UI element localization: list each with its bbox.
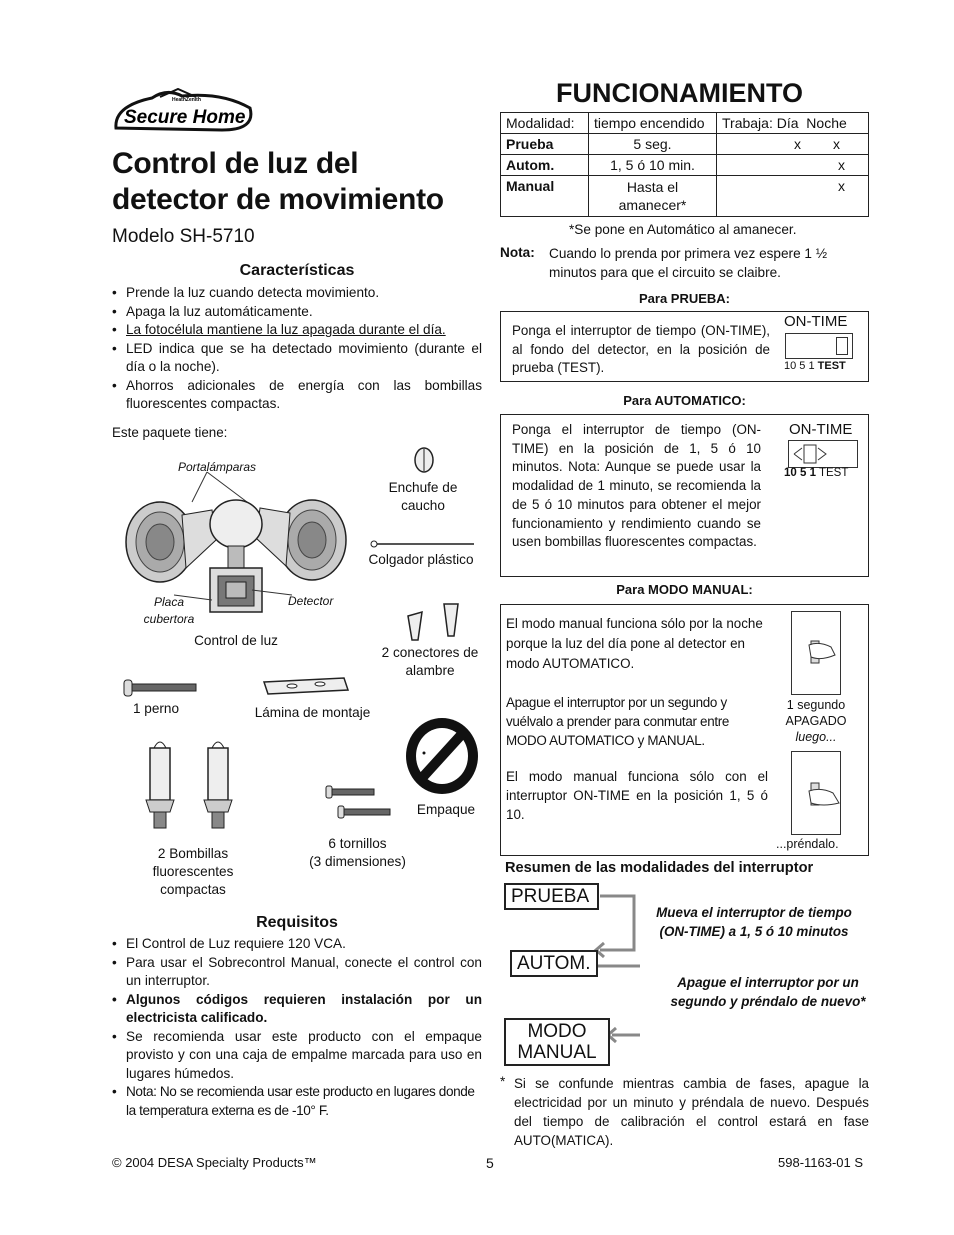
model-number: Modelo SH-5710 (112, 226, 255, 247)
cover-plate-label: Placa cubertora (143, 595, 195, 626)
on-time-label: ON-TIME (784, 313, 848, 330)
wall-switch-off-icon (791, 611, 841, 695)
feature-item: • La fotocélula mantiene la luz apagada durante el día. (112, 321, 482, 340)
footer-doc-code: 598-1163-01 S (778, 1155, 864, 1170)
modes-table (500, 112, 869, 217)
table-row: Manual Hasta el amanecer* x (501, 176, 869, 217)
detector-label: Detector (288, 594, 334, 608)
off-caption: 1 segundo APAGADO luego... (785, 698, 847, 744)
auto-mode-text: Ponga el interruptor de tiempo (ON-TIME) en la posición de 1, 5 ó 10 minutos. Nota: Aunque se puede usar la modalidad de 1 minuto, se recomienda la de 5 ó 10 minutos para obtener el mejor funcionamiento y rendimiento cuando se usen bombillas fluorescentes compactas. (512, 422, 761, 550)
switch-scale: 10 5 1 TEST (784, 467, 849, 479)
switch-scale: 10 5 1 TEST (784, 360, 846, 372)
asterisk-mark: * (500, 1074, 506, 1089)
fluorescent-bulb-icon (146, 742, 174, 828)
footer-page-number: 5 (486, 1155, 494, 1171)
feature-item: • Ahorros adicionales de energía con las bombillas fluorescentes compactas. (112, 377, 482, 414)
feature-item: • LED indica que se ha detectado movimiento (durante el día o la noche). (112, 340, 482, 377)
requirements-heading: Requisitos (256, 914, 338, 931)
rubber-plug-label: Enchufe de caucho (388, 480, 458, 513)
gasket-label: Empaque (416, 802, 476, 817)
footer-copyright: © 2004 DESA Specialty Products™ (112, 1155, 317, 1170)
right-lamp-icon (256, 500, 346, 580)
auto-mode-heading: Para AUTOMATICO: (623, 393, 746, 408)
note-label: Nota: (500, 245, 535, 260)
table-header-row: Modalidad: tiempo encendido Trabaja: Día Noche (501, 113, 869, 134)
manual-mode-panel (500, 604, 869, 856)
mounting-strap-label: Lámina de montaje (254, 705, 371, 720)
on-caption: ...préndalo. (776, 837, 839, 851)
manual-mode-box: MODO MANUAL (504, 1018, 610, 1066)
light-control-label: Control de luz (194, 633, 278, 648)
table-footnote: *Se pone en Automático al amanecer. (569, 222, 797, 237)
prueba-mode-box: PRUEBA (504, 883, 599, 910)
manual-mode-text-3: El modo manual funciona sólo con el interruptor ON-TIME en la posición 1, 5 ó 10. (506, 769, 768, 822)
manual-mode-text-2: Apague el interruptor por un segundo y vuélvalo a prender para conmutar entre MODO AUTOMATICO y MANUAL. (506, 695, 730, 748)
requirement-item: • El Control de Luz requiere 120 VCA. (112, 935, 482, 954)
package-intro: Este paquete tiene: (112, 425, 228, 440)
requirement-item: • Algunos códigos requieren instalación por un electricista calificado. (112, 991, 482, 1028)
note-text: Cuando lo prenda por primera vez espere 1 ½ minutos para que el circuito se claibre. (549, 246, 828, 280)
table-row: Prueba 5 seg. x x (501, 134, 869, 155)
plastic-hanger-label: Colgador plástico (368, 552, 474, 567)
requirement-item: • Se recomienda usar este producto con el empaque provisto y con una caja de empalme marcada para uso en lugares húmedos. (112, 1028, 482, 1084)
secure-home-logo (112, 88, 256, 134)
requirement-item: • Nota: No se recomienda usar este producto en lugares donde la temperatura externa es de -10° F. (112, 1083, 482, 1120)
on-time-label: ON-TIME (789, 421, 853, 438)
wall-switch-on-icon (791, 751, 841, 835)
features-list (112, 284, 482, 414)
test-mode-text: Ponga el interruptor de tiempo (ON-TIME), al fondo del detector, en la posición de prueba (TEST). (512, 323, 770, 375)
bulbs-label: 2 Bombillas fluorescentes compactas (152, 846, 234, 897)
wire-connectors-label: 2 conectores de alambre (381, 645, 479, 678)
feature-item: • Apaga la luz automáticamente. (112, 303, 482, 322)
auto-mode-panel (500, 414, 869, 577)
section-title-funcionamiento: FUNCIONAMIENTO (556, 78, 803, 108)
wire-connectors-icon (408, 604, 458, 640)
test-mode-heading: Para PRUEBA: (638, 291, 731, 306)
bolt-icon (124, 680, 196, 696)
svg-text:Secure Home: Secure Home (124, 107, 246, 128)
table-row: Autom. 1, 5 ó 10 min. x (501, 155, 869, 176)
portalamparas-label: Portalámparas (178, 460, 257, 474)
summary-note-2: Apague el interruptor por un segundo y préndalo de nuevo* (670, 975, 866, 1009)
screws-label: 6 tornillos (3 dimensiones) (309, 836, 406, 869)
gasket-icon (406, 718, 478, 794)
requirements-list (112, 935, 482, 1120)
autom-mode-box: AUTOM. (510, 950, 598, 977)
left-lamp-icon (126, 502, 216, 582)
test-mode-panel (500, 311, 869, 382)
bolt-label: 1 perno (132, 701, 180, 716)
switch-knob (836, 337, 848, 355)
summary-heading: Resumen de las modalidades del interruptor (505, 860, 814, 876)
svg-text:HeathZenith: HeathZenith (172, 97, 201, 103)
screws-icon (326, 786, 390, 818)
manual-mode-heading: Para MODO MANUAL: (616, 582, 753, 597)
document-title: Control de luz del detector de movimiento (112, 147, 444, 216)
on-time-switch-test (785, 333, 853, 359)
manual-mode-text-1: El modo manual funciona sólo por la noche porque la luz del día pone al detector en modo AUTOMATICO. (506, 616, 763, 671)
mounting-strap-icon (264, 678, 348, 694)
summary-note-1: Mueva el interruptor de tiempo (ON-TIME) a 1, 5 ó 10 minutos (656, 905, 852, 939)
features-heading: Características (239, 262, 355, 279)
plastic-hanger-icon (371, 541, 474, 547)
requirement-item: • Para usar el Sobrecontrol Manual, conecte el control con un interruptor. (112, 954, 482, 991)
feature-item: • Prende la luz cuando detecta movimiento. (112, 284, 482, 303)
rubber-plug-icon (415, 448, 433, 472)
fluorescent-bulb-icon (204, 742, 232, 828)
asterisk-note: Si se confunde mientras cambia de fases, apague la electricidad por un minuto y préndala de nuevo. Después del tiempo de calibración el control estará en fase AUTO(MATICA). (514, 1076, 869, 1148)
on-time-switch-auto (788, 440, 858, 468)
